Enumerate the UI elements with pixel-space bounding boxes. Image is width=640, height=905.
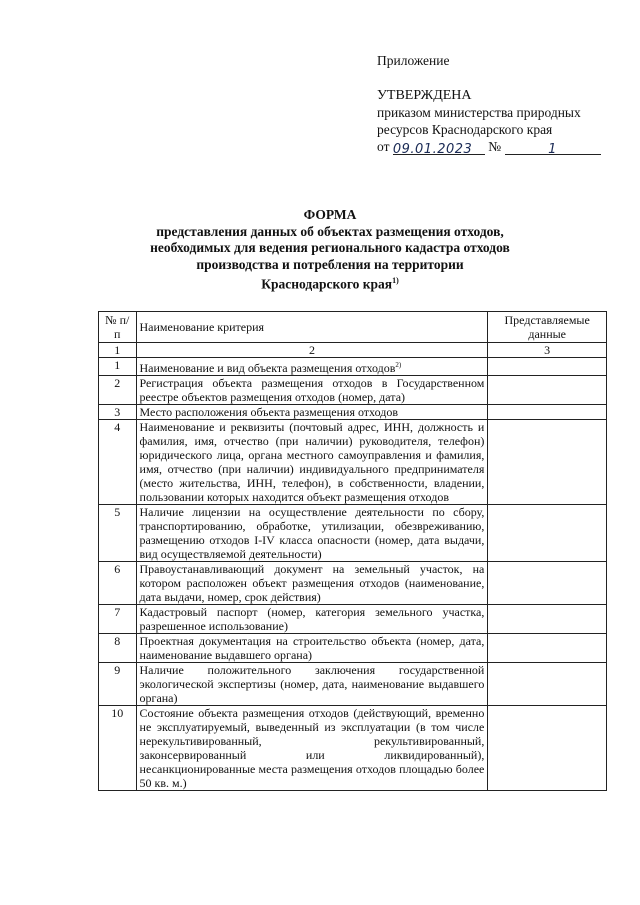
region-name: Краснодарского края	[261, 276, 393, 292]
row-number: 9	[99, 663, 137, 706]
row-criterion	[136, 376, 488, 405]
row-number: 4	[99, 420, 137, 505]
approval-line-2: ресурсов Краснодарского края	[377, 122, 553, 137]
row-criterion-text: Проектная документация на строительство объекта (номер, дата, наименование выдавшего органа)	[139, 634, 485, 662]
row-criterion-text: Состояние объекта размещения отходов (действующий, временно не эксплуатируемый, выведенный из эксплуатации (в том числе нерекультивированный, рекультивированный, законсервированный или ликвидированный), несанкционированные места размещения отходов площадью более 50 кв. м.)	[139, 706, 485, 790]
row-criterion	[136, 358, 488, 376]
form-heading	[120, 207, 540, 293]
row-criterion-text: Наличие положительного заключения государственной экологической экспертизы (номер, дата, наименование выдавшего органа)	[139, 663, 485, 705]
row-criterion-text: Наличие лицензии на осуществление деятельности по сбору, транспортированию, обработке, утилизации, обезвреживанию, размещению отходов I-IV класса опасности (номер, дата выдачи, вид осуществляемой деятельности)	[139, 505, 485, 561]
column-number-3: 3	[488, 343, 607, 358]
date-value: 09.01.2023	[392, 142, 473, 157]
row-criterion	[136, 505, 488, 562]
number-value: 1	[548, 142, 557, 157]
form-title: ФОРМА	[303, 207, 357, 222]
table-row	[99, 376, 607, 405]
criteria-table	[98, 311, 607, 791]
table-row	[99, 634, 607, 663]
row-number: 7	[99, 605, 137, 634]
row-data-cell[interactable]	[488, 562, 607, 605]
approved-label: УТВЕРЖДЕНА	[377, 88, 472, 103]
approval-line-1: приказом министерства природных	[377, 105, 581, 120]
form-subtitle-1: представления данных об объектах размещения отходов,	[156, 223, 504, 239]
approval-block	[377, 52, 617, 155]
row-number: 2	[99, 376, 137, 405]
table-row	[99, 505, 607, 562]
form-subtitle-4	[120, 273, 540, 293]
table-row	[99, 706, 607, 791]
approval-date-line	[377, 138, 617, 155]
row-criterion-text: Наименование и реквизиты (почтовый адрес, ИНН, должность и фамилия, имя, отчество (при наличии) руководителя, телефон) юридического лица, органа местного самоуправления и фамилия, имя, отчество (при наличии) индивидуального предпринимателя (место жительства, ИНН, телефон), в собственности, владении, пользовании которых находится объект размещения отходов	[139, 420, 485, 504]
form-subtitle-2: необходимых для ведения регионального кадастра отходов	[150, 240, 510, 255]
date-field	[393, 140, 485, 155]
row-criterion-text: Регистрация объекта размещения отходов в Государственном реестре объектов размещения отходов (номер, дата)	[139, 376, 485, 404]
table-row	[99, 605, 607, 634]
row-data-cell[interactable]	[488, 405, 607, 420]
column-number-1: 1	[99, 343, 137, 358]
form-subtitle-3: производства и потребления на территории	[196, 256, 464, 272]
number-label: №	[488, 139, 502, 154]
row-number: 6	[99, 562, 137, 605]
header-number: № п/п	[99, 312, 137, 343]
row-data-cell[interactable]	[488, 706, 607, 791]
row-data-cell[interactable]	[488, 505, 607, 562]
appendix-label: Приложение	[377, 53, 450, 68]
row-criterion	[136, 605, 488, 634]
table-row	[99, 562, 607, 605]
column-number-2: 2	[136, 343, 488, 358]
row-criterion-text: Кадастровый паспорт (номер, категория земельного участка, разрешенное использование)	[139, 605, 485, 633]
heading-footnote-mark: 1)	[392, 276, 399, 285]
row-criterion-text: Правоустанавливающий документ на земельный участок, на котором расположен объект размещения отходов (наименование, дата выдачи, номер, срок действия)	[139, 562, 485, 604]
row-number: 1	[99, 358, 137, 376]
row-criterion	[136, 562, 488, 605]
row-data-cell[interactable]	[488, 663, 607, 706]
row-number: 8	[99, 634, 137, 663]
header-data: Представляемые данные	[488, 312, 607, 343]
row-data-cell[interactable]	[488, 605, 607, 634]
row-criterion	[136, 663, 488, 706]
row-criterion	[136, 420, 488, 505]
row-number: 5	[99, 505, 137, 562]
row-footnote-mark: 2)	[395, 361, 402, 369]
table-column-numbers-row	[99, 343, 607, 358]
table-header-row	[99, 312, 607, 343]
row-criterion	[136, 706, 488, 791]
row-criterion	[136, 634, 488, 663]
table-row	[99, 663, 607, 706]
row-data-cell[interactable]	[488, 358, 607, 376]
row-data-cell[interactable]	[488, 420, 607, 505]
number-field	[505, 140, 601, 155]
row-data-cell[interactable]	[488, 634, 607, 663]
row-criterion-text: Место расположения объекта размещения отходов	[139, 405, 399, 419]
table-row	[99, 358, 607, 376]
header-criterion: Наименование критерия	[136, 312, 488, 343]
from-label: от	[377, 139, 390, 154]
row-data-cell[interactable]	[488, 376, 607, 405]
row-criterion-text: Наименование и вид объекта размещения отходов	[139, 361, 396, 375]
table-row	[99, 420, 607, 505]
row-number: 10	[99, 706, 137, 791]
table-row	[99, 405, 607, 420]
row-number: 3	[99, 405, 137, 420]
row-criterion	[136, 405, 488, 420]
